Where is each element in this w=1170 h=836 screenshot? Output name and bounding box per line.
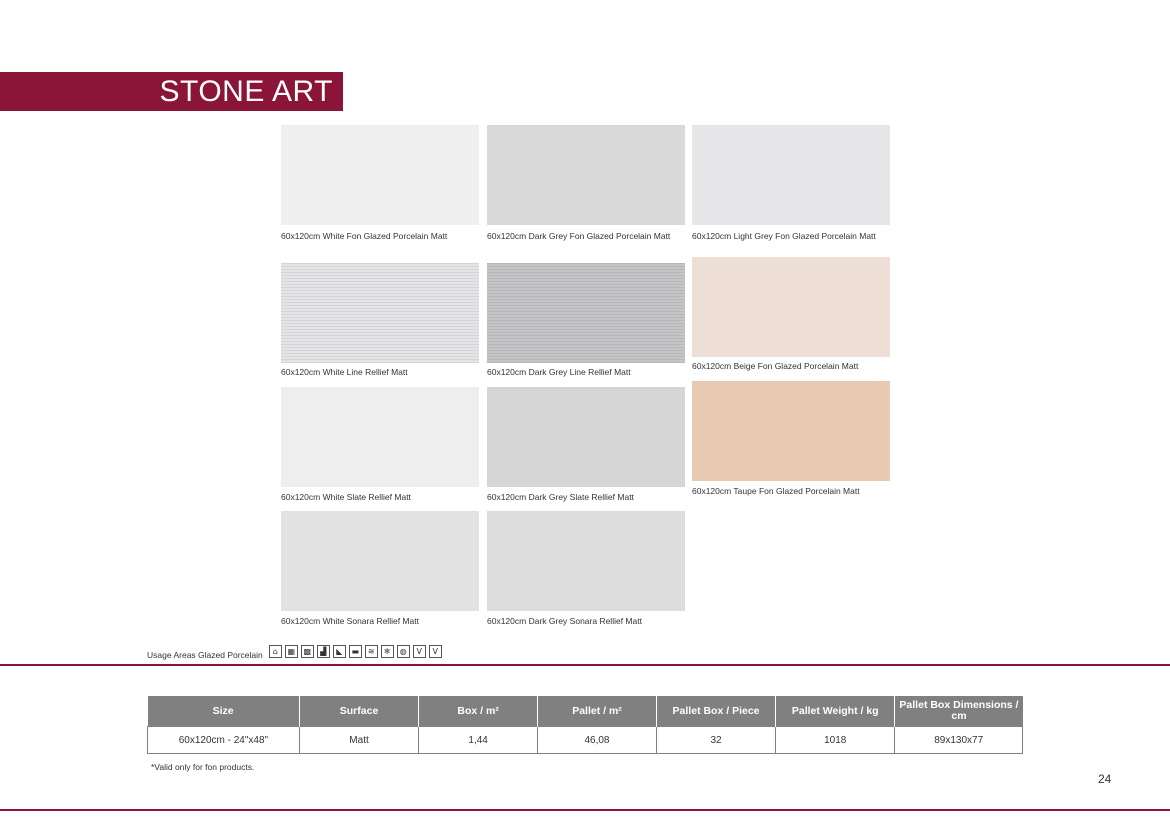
cell-pallet-weight: 1018 [776,727,895,754]
cell-surface: Matt [299,727,419,754]
spec-table [147,696,1023,754]
tile-caption: 60x120cm Taupe Fon Glazed Porcelain Matt [692,486,860,496]
tile-swatch-dark-grey-fon [487,125,685,225]
frost-icon: ❄ [381,645,394,658]
page-number: 24 [1098,772,1112,786]
tile-swatch-dark-grey-sonara [487,511,685,611]
divider-top [0,664,1170,666]
tile-swatch-white-slate [281,387,479,487]
floor-grid-icon: ▩ [301,645,314,658]
tile-caption: 60x120cm White Fon Glazed Porcelain Matt [281,231,448,241]
shield-icon: ◍ [397,645,410,658]
tile-caption: 60x120cm White Line Rellief Matt [281,367,408,377]
tile-caption: 60x120cm Light Grey Fon Glazed Porcelain Matt [692,231,876,241]
cell-pallet-box-piece: 32 [657,727,776,754]
usage-areas-label: Usage Areas Glazed Porcelain [147,650,263,660]
tile-caption: 60x120cm Dark Grey Fon Glazed Porcelain Matt [487,231,671,241]
tile-swatch-beige-fon [692,257,890,357]
footnote: *Valid only for fon products. [151,762,255,772]
tile-caption: 60x120cm White Slate Rellief Matt [281,492,411,502]
tile-swatch-dark-grey-slate [487,387,685,487]
kitchen-icon: ▟ [317,645,330,658]
col-pallet-m2: Pallet / m² [537,696,656,727]
v4-icon: V [413,645,426,658]
cell-pallet-box-dimensions: 89x130x77 [895,727,1023,754]
cell-size: 60x120cm - 24"x48" [148,727,300,754]
spec-table-header [148,696,1023,727]
col-box-m2: Box / m² [419,696,538,727]
col-surface: Surface [299,696,419,727]
col-pallet-box-dimensions: Pallet Box Dimensions / cm [895,696,1023,727]
tile-swatch-white-sonara [281,511,479,611]
tile-caption: 60x120cm White Sonara Rellief Matt [281,616,419,626]
tile-swatch-dark-grey-line [487,263,685,363]
col-pallet-box-piece: Pallet Box / Piece [657,696,776,727]
v4-star-icon: V [429,645,442,658]
cell-pallet-m2: 46,08 [537,727,656,754]
tile-caption: 60x120cm Beige Fon Glazed Porcelain Matt [692,361,859,371]
col-size: Size [148,696,300,727]
tile-swatch-light-grey-fon [692,125,890,225]
tile-caption: 60x120cm Dark Grey Slate Rellief Matt [487,492,634,502]
cell-box-m2: 1,44 [419,727,538,754]
tile-swatch-white-fon [281,125,479,225]
counter-icon: ▬ [349,645,362,658]
table-row [148,727,1023,754]
wall-icon: ▦ [285,645,298,658]
brand-title-bar [0,72,343,111]
divider-bottom [0,809,1170,811]
tile-swatch-taupe-fon [692,381,890,481]
tile-swatch-white-line [281,263,479,363]
usage-areas [147,641,442,661]
page-title: STONE ART [159,75,333,108]
bathroom-icon: ◣ [333,645,346,658]
tile-caption: 60x120cm Dark Grey Sonara Rellief Matt [487,616,642,626]
pool-icon: ≋ [365,645,378,658]
col-pallet-weight: Pallet Weight / kg [776,696,895,727]
house-icon: ⌂ [269,645,282,658]
tile-caption: 60x120cm Dark Grey Line Rellief Matt [487,367,631,377]
